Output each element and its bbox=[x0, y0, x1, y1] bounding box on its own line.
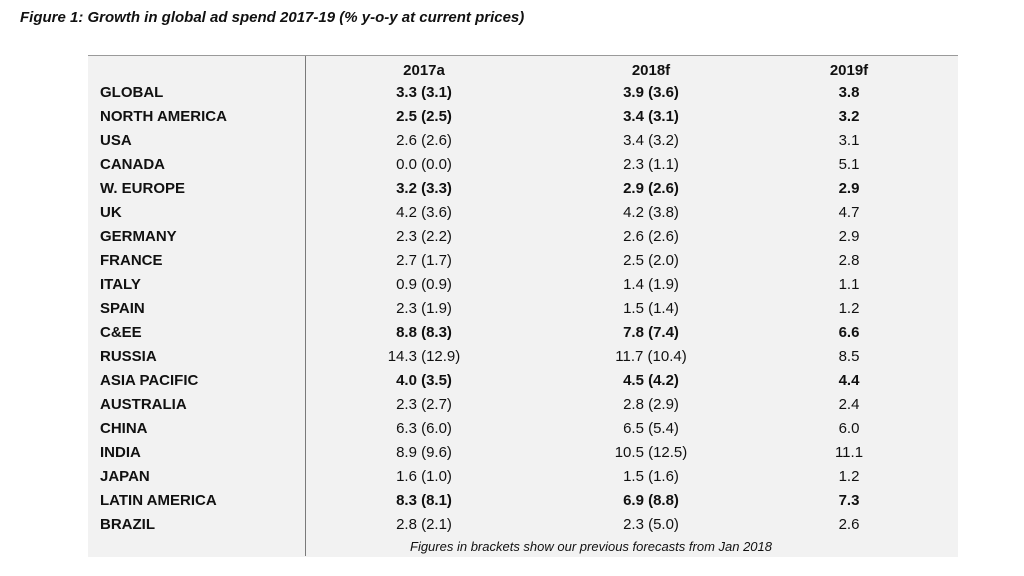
row-cell-2019f: 8.5 bbox=[838, 348, 860, 365]
table-row bbox=[88, 441, 958, 465]
table-row bbox=[88, 105, 958, 129]
row-label: CHINA bbox=[100, 420, 148, 437]
row-cell-2018f: 2.8 (2.9) bbox=[623, 396, 679, 413]
row-cell-2018f: 1.5 (1.4) bbox=[623, 300, 679, 317]
row-cell-2019f: 2.8 bbox=[838, 252, 860, 269]
row-cell-2017a: 2.5 (2.5) bbox=[396, 108, 452, 125]
row-cell-2018f: 7.8 (7.4) bbox=[623, 324, 679, 341]
table-row bbox=[88, 201, 958, 225]
row-cell-2019f: 6.6 bbox=[838, 324, 860, 341]
row-cell-2019f: 3.8 bbox=[838, 84, 860, 101]
row-cell-2018f: 2.6 (2.6) bbox=[623, 228, 679, 245]
row-cell-2018f: 1.4 (1.9) bbox=[623, 276, 679, 293]
row-cell-2017a: 8.8 (8.3) bbox=[396, 324, 452, 341]
row-cell-2018f: 3.9 (3.6) bbox=[623, 84, 679, 101]
row-cell-2018f: 3.4 (3.2) bbox=[623, 132, 679, 149]
row-cell-2019f: 1.2 bbox=[838, 468, 860, 485]
row-label: ASIA PACIFIC bbox=[100, 372, 199, 389]
row-cell-2018f: 3.4 (3.1) bbox=[623, 108, 679, 125]
row-label: GLOBAL bbox=[100, 84, 164, 101]
row-label: W. EUROPE bbox=[100, 180, 186, 197]
row-cell-2017a: 14.3 (12.9) bbox=[387, 348, 461, 365]
table-row bbox=[88, 225, 958, 249]
table-row bbox=[88, 273, 958, 297]
row-cell-2017a: 2.6 (2.6) bbox=[396, 132, 452, 149]
row-cell-2017a: 3.2 (3.3) bbox=[396, 180, 452, 197]
row-label: NORTH AMERICA bbox=[100, 108, 227, 125]
table-row bbox=[88, 393, 958, 417]
table-row bbox=[88, 321, 958, 345]
row-label: JAPAN bbox=[100, 468, 150, 485]
table-row bbox=[88, 465, 958, 489]
row-cell-2018f: 2.5 (2.0) bbox=[623, 252, 679, 269]
row-label: CANADA bbox=[100, 156, 165, 173]
table-row bbox=[88, 81, 958, 105]
row-cell-2017a: 2.3 (2.7) bbox=[396, 396, 452, 413]
row-cell-2017a: 6.3 (6.0) bbox=[396, 420, 452, 437]
row-cell-2018f: 2.3 (1.1) bbox=[623, 156, 679, 173]
row-cell-2017a: 0.0 (0.0) bbox=[396, 156, 452, 173]
row-cell-2019f: 3.2 bbox=[838, 108, 860, 125]
row-label: FRANCE bbox=[100, 252, 163, 269]
row-label: RUSSIA bbox=[100, 348, 157, 365]
figure-title: Figure 1: Growth in global ad spend 2017-19 (% y-o-y at current prices) bbox=[20, 9, 525, 26]
row-cell-2017a: 2.8 (2.1) bbox=[396, 516, 452, 533]
row-label: C&EE bbox=[100, 324, 142, 341]
row-cell-2019f: 1.1 bbox=[838, 276, 860, 293]
row-label: GERMANY bbox=[100, 228, 177, 245]
table-row bbox=[88, 417, 958, 441]
table-row bbox=[88, 345, 958, 369]
row-cell-2018f: 1.5 (1.6) bbox=[623, 468, 679, 485]
row-cell-2019f: 6.0 bbox=[838, 420, 860, 437]
row-cell-2017a: 0.9 (0.9) bbox=[396, 276, 452, 293]
row-cell-2018f: 6.9 (8.8) bbox=[623, 492, 679, 509]
row-cell-2019f: 4.4 bbox=[838, 372, 860, 389]
row-cell-2019f: 2.4 bbox=[838, 396, 860, 413]
row-cell-2017a: 2.3 (2.2) bbox=[396, 228, 452, 245]
row-cell-2018f: 11.7 (10.4) bbox=[615, 348, 687, 365]
row-cell-2019f: 2.6 bbox=[838, 516, 860, 533]
row-cell-2019f: 2.9 bbox=[838, 180, 860, 197]
row-cell-2019f: 4.7 bbox=[838, 204, 860, 221]
row-label: USA bbox=[100, 132, 132, 149]
row-cell-2017a: 8.3 (8.1) bbox=[396, 492, 452, 509]
row-cell-2018f: 2.3 (5.0) bbox=[623, 516, 679, 533]
row-cell-2018f: 2.9 (2.6) bbox=[623, 180, 679, 197]
row-label: LATIN AMERICA bbox=[100, 492, 217, 509]
row-label: BRAZIL bbox=[100, 516, 155, 533]
row-cell-2019f: 3.1 bbox=[838, 132, 860, 149]
row-cell-2017a: 4.0 (3.5) bbox=[396, 372, 452, 389]
table-row bbox=[88, 297, 958, 321]
header-2017a: 2017a bbox=[403, 62, 445, 79]
row-cell-2018f: 4.2 (3.8) bbox=[623, 204, 679, 221]
table-footnote: Figures in brackets show our previous forecasts from Jan 2018 bbox=[410, 539, 773, 554]
row-cell-2018f: 10.5 (12.5) bbox=[614, 444, 688, 461]
table-row bbox=[88, 249, 958, 273]
table-row bbox=[88, 513, 958, 537]
row-cell-2018f: 6.5 (5.4) bbox=[623, 420, 679, 437]
row-cell-2019f: 1.2 bbox=[838, 300, 860, 317]
row-cell-2017a: 2.7 (1.7) bbox=[396, 252, 452, 269]
header-2019f: 2019f bbox=[829, 62, 869, 79]
row-cell-2017a: 1.6 (1.0) bbox=[396, 468, 452, 485]
table-row bbox=[88, 369, 958, 393]
row-cell-2017a: 2.3 (1.9) bbox=[396, 300, 452, 317]
row-cell-2019f: 11.1 bbox=[834, 444, 864, 461]
row-label: AUSTRALIA bbox=[100, 396, 187, 413]
row-cell-2017a: 3.3 (3.1) bbox=[396, 84, 452, 101]
row-cell-2018f: 4.5 (4.2) bbox=[623, 372, 679, 389]
row-label: UK bbox=[100, 204, 122, 221]
row-label: ITALY bbox=[100, 276, 141, 293]
row-cell-2019f: 7.3 bbox=[838, 492, 860, 509]
table-row bbox=[88, 129, 958, 153]
row-label: SPAIN bbox=[100, 300, 145, 317]
row-cell-2019f: 2.9 bbox=[838, 228, 860, 245]
table-row bbox=[88, 177, 958, 201]
table-row bbox=[88, 153, 958, 177]
table-row bbox=[88, 489, 958, 513]
ad-spend-table bbox=[88, 55, 958, 557]
row-cell-2017a: 8.9 (9.6) bbox=[396, 444, 452, 461]
header-2018f: 2018f bbox=[631, 62, 671, 79]
row-cell-2019f: 5.1 bbox=[838, 156, 860, 173]
row-cell-2017a: 4.2 (3.6) bbox=[396, 204, 452, 221]
row-label: INDIA bbox=[100, 444, 141, 461]
